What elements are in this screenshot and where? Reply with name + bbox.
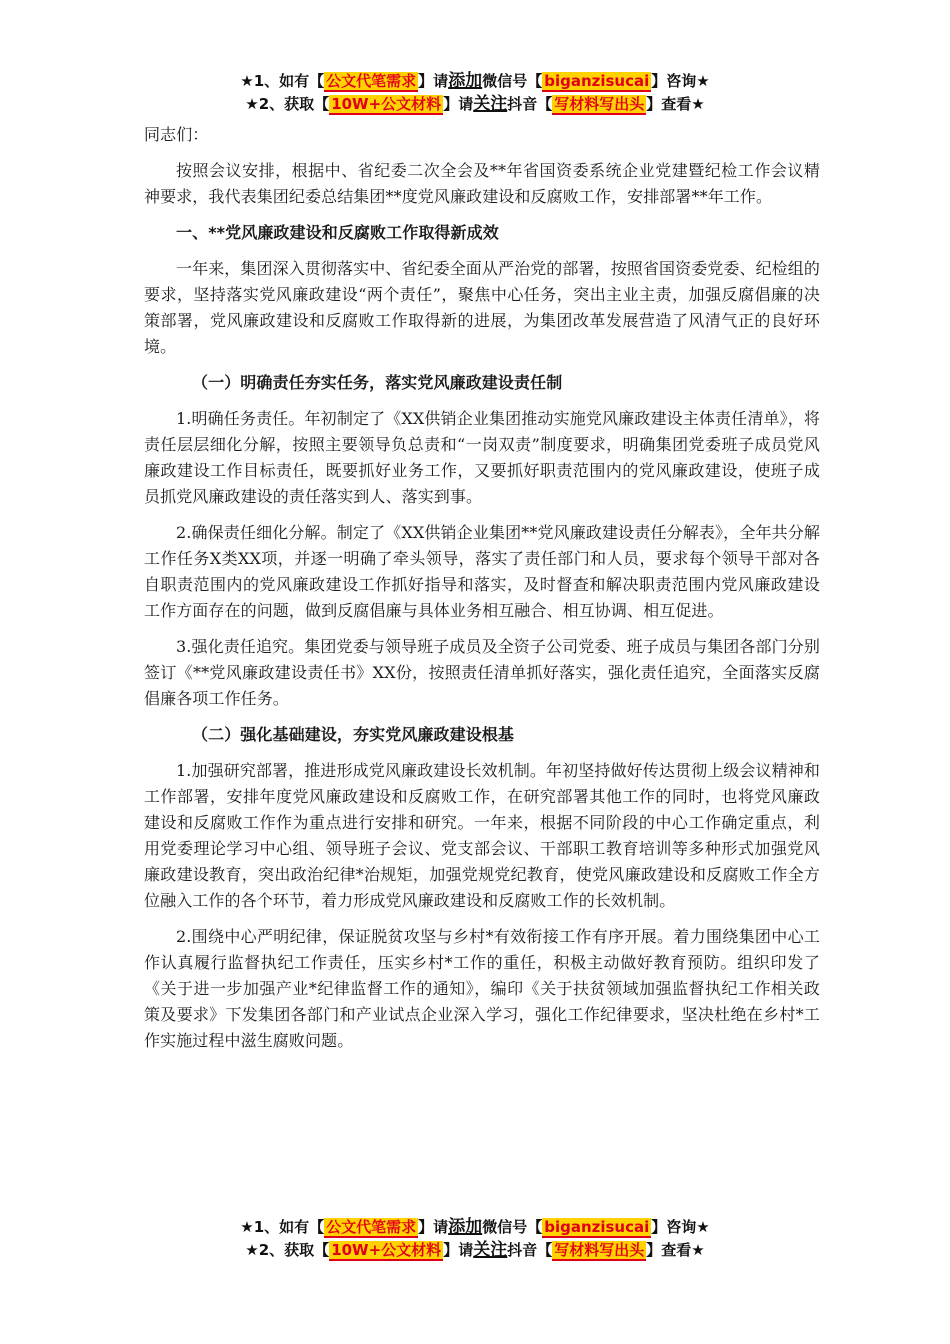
banner-highlight-douyin: 写材料写出头 [554, 95, 645, 113]
banner-text: 抖音【 [507, 1241, 553, 1259]
banner-text: 微信号【 [482, 72, 543, 90]
banner-highlight: 公文代笔需求 [326, 1218, 417, 1236]
banner-line-2 [0, 1239, 950, 1262]
banner-text: ★2、获取【 [245, 95, 330, 113]
banner-underlined: 添加 [448, 1217, 483, 1237]
banner-text: 】咨询★ [651, 72, 710, 90]
banner-text: ★1、如有【 [240, 1218, 325, 1236]
banner-text: 】查看★ [646, 1241, 705, 1259]
banner-text: 】咨询★ [651, 1218, 710, 1236]
greeting: 同志们： [144, 125, 209, 144]
banner-underlined: 关注 [473, 94, 508, 114]
banner-text: 】查看★ [646, 95, 705, 113]
section-heading-1: 一、**党风廉政建设和反腐败工作取得新成效 [176, 223, 499, 242]
banner-highlight-douyin: 写材料写出头 [554, 1241, 645, 1259]
document-body [144, 122, 820, 1064]
banner-highlight: 10W+公文材料 [331, 95, 442, 113]
paragraph-1-3: 3.强化责任追究。集团党委与领导班子成员及全资子公司党委、班子成员与集团各部门分别签订《**党风廉政建设责任书》XX份，按照责任清单抓好落实，强化责任追究，全面落实反腐倡廉各项工作任务。 [144, 637, 820, 708]
banner-text: ★2、获取【 [245, 1241, 330, 1259]
top-banner [0, 70, 950, 116]
banner-line-2 [0, 93, 950, 116]
banner-text: 微信号【 [482, 1218, 543, 1236]
paragraph-1-2: 2.确保责任细化分解。制定了《XX供销企业集团**党风廉政建设责任分解表》，全年共分解工作任务X类XX项，并逐一明确了牵头领导，落实了责任部门和人员，要求每个领导干部对各自职责范围内的党风廉政建设工作抓好指导和落实，及时督查和解决职责范围内党风廉政建设工作方面存在的问题，做到反腐倡廉与具体业务相互融合、相互协调、相互促进。 [144, 523, 820, 620]
paragraph-2-1: 1.加强研究部署，推进形成党风廉政建设长效机制。年初坚持做好传达贯彻上级会议精神和工作部署，安排年度党风廉政建设和反腐败工作，在研究部署其他工作的同时，也将党风廉政建设和反腐败工作作为重点进行安排和研究。一年来，根据不同阶段的中心工作确定重点，利用党委理论学习中心组、领导班子会议、党支部会议、干部职工教育培训等多种形式加强党风廉政建设教育，突出政治纪律*治规矩，加强党规党纪教育，使党风廉政建设和反腐败工作全方位融入工作的各个环节，着力形成党风廉政建设和反腐败工作的长效机制。 [144, 761, 820, 910]
banner-underlined: 关注 [473, 1240, 508, 1260]
banner-highlight-wechat: biganzisucai [544, 72, 650, 90]
banner-line-1 [0, 1216, 950, 1239]
summary-paragraph: 一年来，集团深入贯彻落实中、省纪委全面从严治党的部署，按照省国资委党委、纪检组的要求，坚持落实党风廉政建设“两个责任”，聚焦中心任务，突出主业主责，加强反腐倡廉的决策部署，党风廉政建设和反腐败工作取得新的进展，为集团改革发展营造了风清气正的良好环境。 [144, 259, 821, 356]
banner-text: 】请 [418, 1218, 449, 1236]
banner-highlight: 10W+公文材料 [331, 1241, 442, 1259]
banner-line-1 [0, 70, 950, 93]
intro-paragraph: 按照会议安排，根据中、省纪委二次全会及**年省国资委系统企业党建暨纪检工作会议精神要求，我代表集团纪委总结集团**度党风廉政建设和反腐败工作，安排部署**年工作。 [144, 161, 820, 206]
paragraph-1-1: 1.明确任务责任。年初制定了《XX供销企业集团推动实施党风廉政建设主体责任清单》，将责任层层细化分解，按照主要领导负总责和“一岗双责”制度要求，明确集团党委班子成员党风廉政建设工作目标责任，既要抓好业务工作，又要抓好职责范围内的党风廉政建设，使班子成员抓党风廉政建设的责任落实到人、落实到事。 [144, 409, 820, 506]
bottom-banner [0, 1216, 950, 1262]
banner-text: 抖音【 [507, 95, 553, 113]
banner-underlined: 添加 [448, 71, 483, 91]
banner-highlight-wechat: biganzisucai [544, 1218, 650, 1236]
subsection-heading-2: （二）强化基础建设，夯实党风廉政建设根基 [192, 725, 515, 744]
banner-text: ★1、如有【 [240, 72, 325, 90]
paragraph-2-2: 2.围绕中心严明纪律，保证脱贫攻坚与乡村*有效衔接工作有序开展。着力围绕集团中心工作认真履行监督执纪工作责任，压实乡村*工作的重任，积极主动做好教育预防。组织印发了《关于进一步加强产业*纪律监督工作的通知》，编印《关于扶贫领域加强监督执纪工作相关政策及要求》下发集团各部门和产业试点企业深入学习，强化工作纪律要求，坚决杜绝在乡村*工作实施过程中滋生腐败问题。 [144, 927, 820, 1050]
subsection-heading-1: （一）明确责任夯实任务，落实党风廉政建设责任制 [192, 373, 563, 392]
banner-text: 】请 [443, 95, 474, 113]
banner-text: 】请 [443, 1241, 474, 1259]
banner-highlight: 公文代笔需求 [326, 72, 417, 90]
banner-text: 】请 [418, 72, 449, 90]
